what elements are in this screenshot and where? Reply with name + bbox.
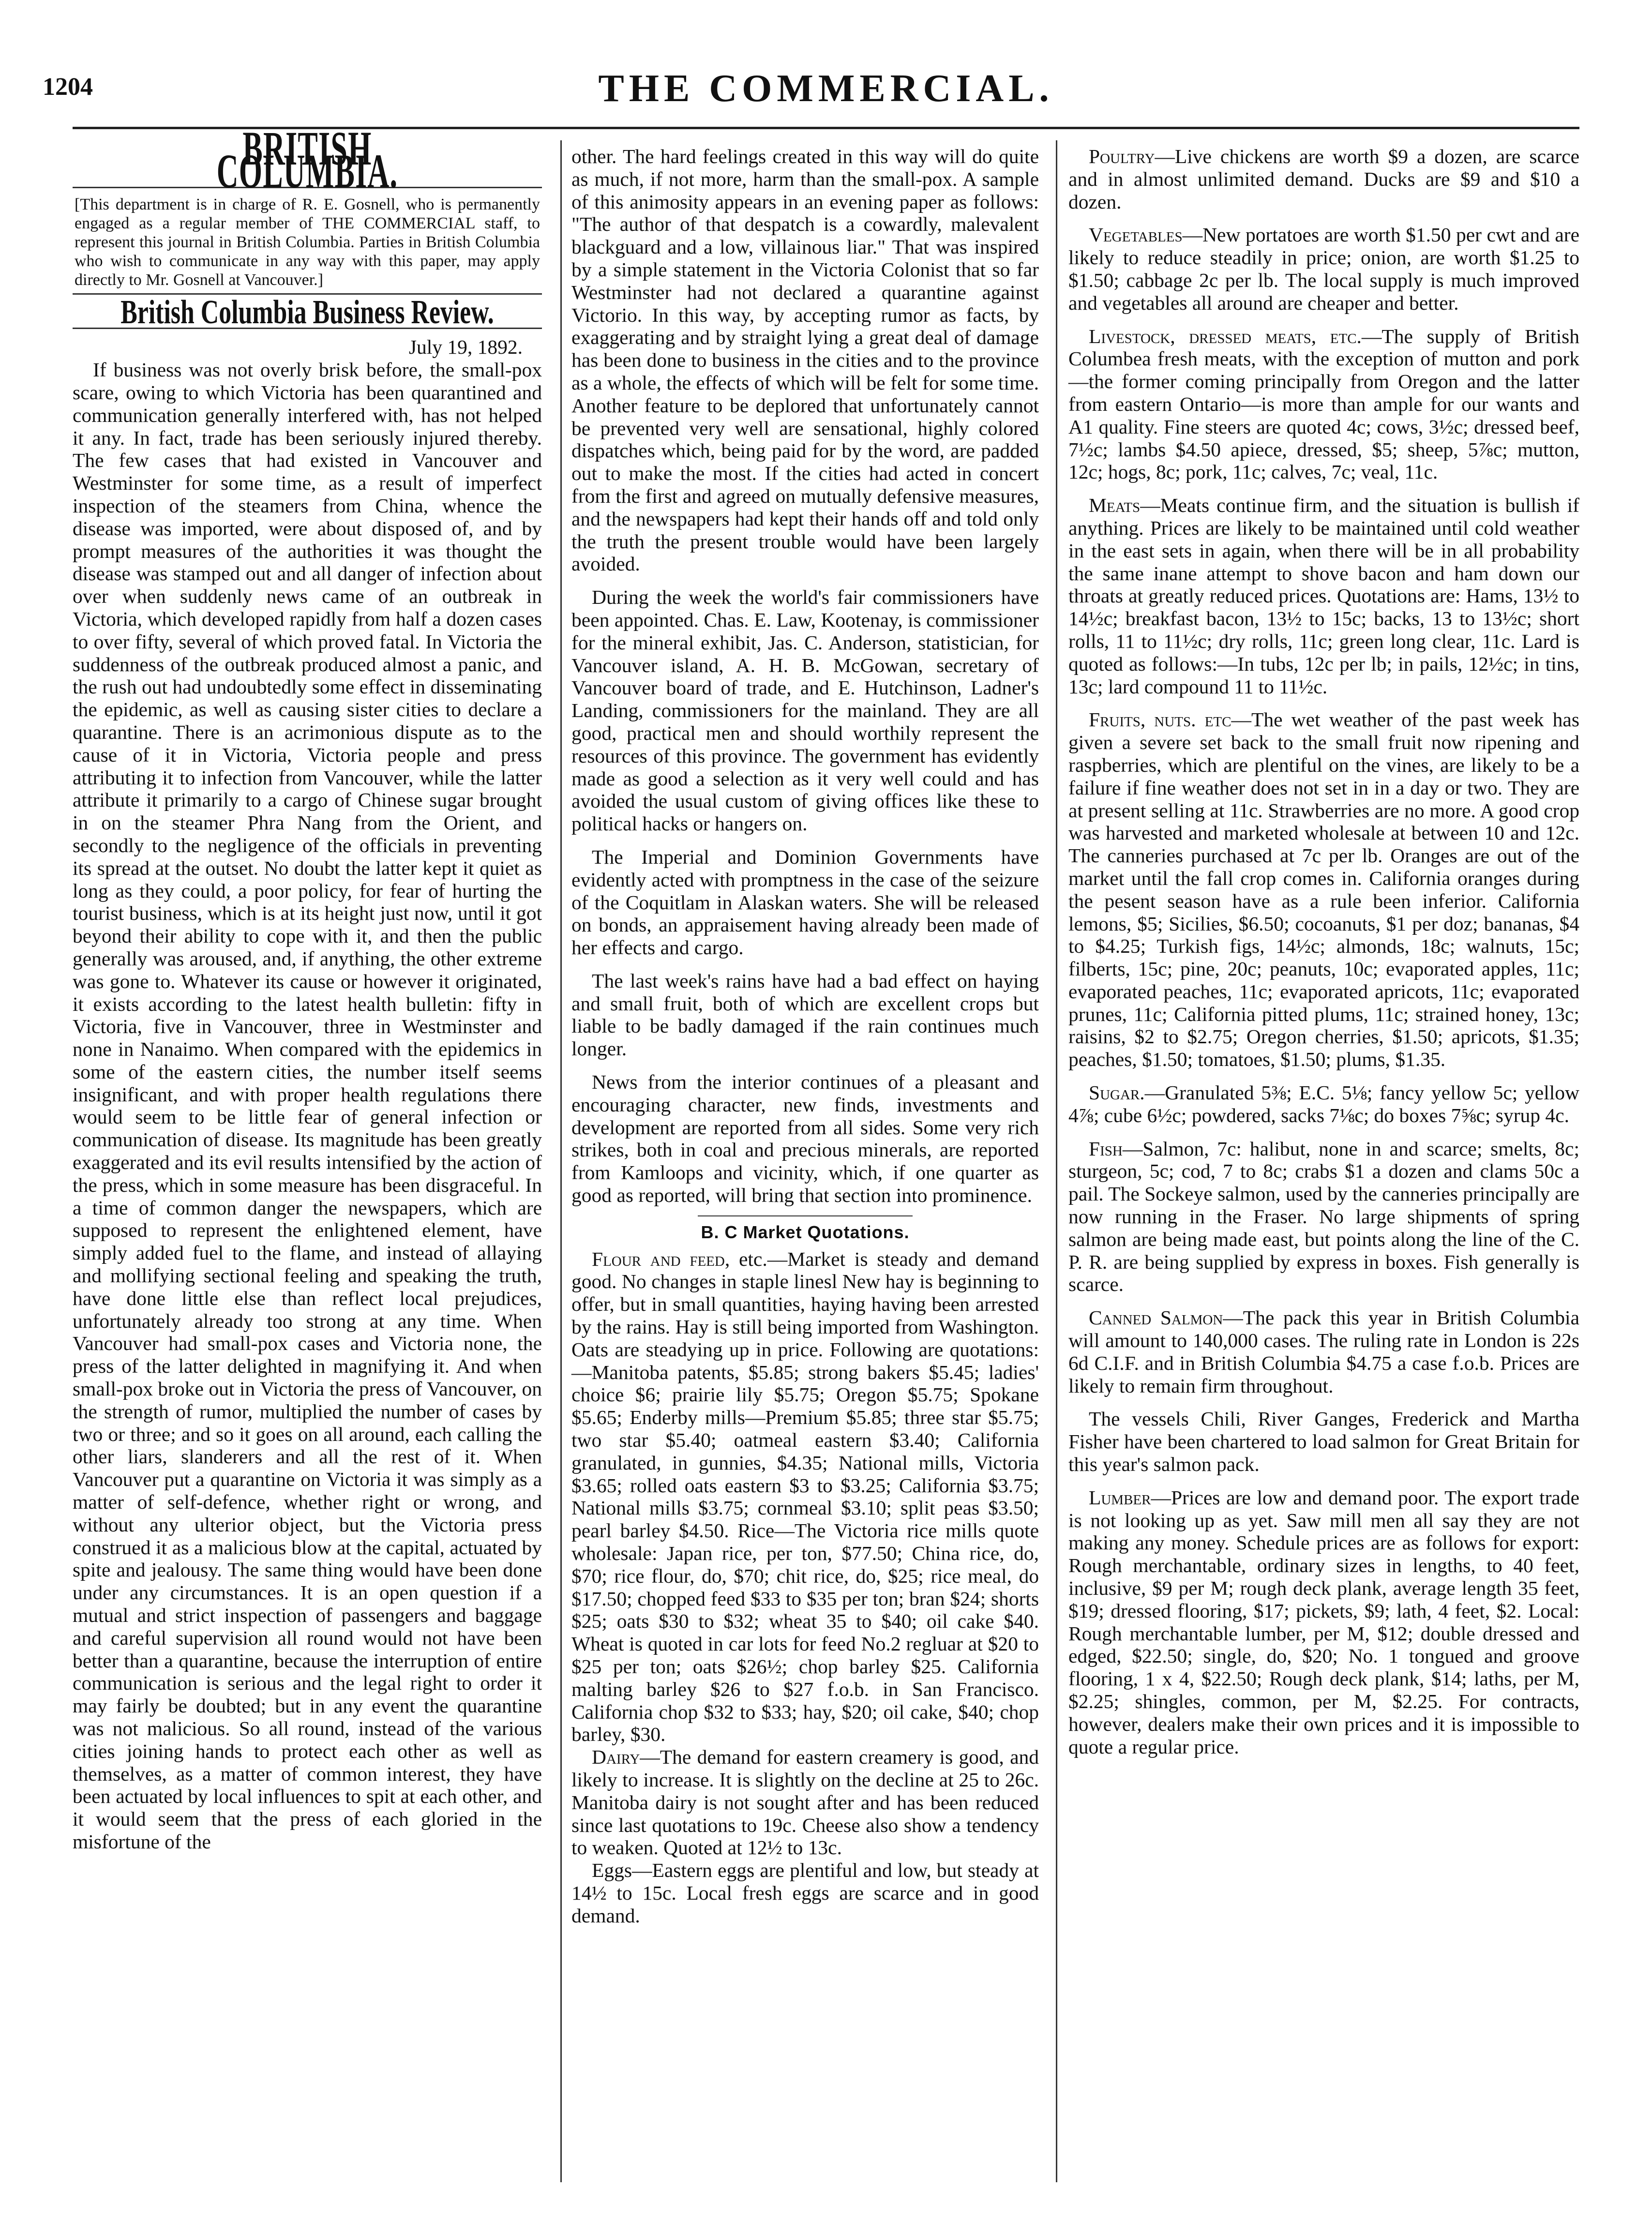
market-paragraph-lumber (1068, 1486, 1579, 1758)
page-number: 1204 (43, 73, 93, 101)
market-text: —The pack this year in British Columbia will amount to 140,000 cases. The ruling rate in London is 22s 6d C.I.F. and in British Columbia $4.75 a case f.o.b. Prices are likely to remain firm throughout. (1068, 1306, 1579, 1397)
market-heading: Vegetables (1089, 224, 1183, 246)
market-paragraph-flour (571, 1248, 1039, 1746)
market-paragraph-vessels: The vessels Chili, River Ganges, Frederick and Martha Fisher have been chartered to load salmon for Great Britain for this year's salmon pack. (1068, 1408, 1579, 1476)
market-paragraph-fish (1068, 1138, 1579, 1296)
market-heading: Canned Salmon (1089, 1306, 1223, 1329)
review-date: July 19, 1892. (408, 336, 523, 359)
market-text: —Granulated 5⅜; E.C. 5⅛; fancy yellow 5c; yellow 4⅞; cube 6½c; powdered, sacks 7⅛c; do boxes 7⅝c; syrup 4c. (1068, 1081, 1579, 1126)
market-text: —The supply of British Columbea fresh meats, with the exception of mutton and pork—the former coming principally from Oregon and the latter from eastern Ontario—is more than ample for our wants and A1 quality. Fine steers are quoted 4c; cows, 3½c; dressed beef, 7½c; lambs $4.50 apiece, dressed, $5; sheep, 5⅞c; mutton, 12c; hogs, 8c; pork, 11c; calves, 7c; veal, 11c. (1068, 325, 1580, 483)
column-two (571, 145, 1039, 1927)
market-paragraph-livestock (1068, 325, 1579, 484)
masthead: THE COMMERCIAL. (598, 67, 1054, 110)
market-heading: Poultry (1089, 145, 1155, 167)
market-paragraph-sugar (1068, 1081, 1579, 1127)
market-text: —Live chickens are worth $9 a dozen, are scarce and in almost unlimited demand. Ducks are $9 and $10 a dozen. (1068, 145, 1579, 213)
market-text: —Prices are low and demand poor. The export trade is not looking up as yet. Saw mill men all say they are not making any money. Schedule prices are as follows for export: Rough merchantable, ordinary sizes in lengths, to 40 feet, inclusive, $9 per M; rough deck plank, average length 35 feet, $19; dressed flooring, $17; pickets, $9; lath, 4 feet, $2. Local: Rough merchantable lumber, per M, $12; double dressed and edged, $22.50; single, do, $20; No. 1 tongued and groove flooring, 1 x 4, $22.50; Rough deck plank, $14; laths, per M, $2.25; shingles, common, per M, $2.25. For contracts, however, dealers make their own prices and it is impossible to quote a regular price. (1068, 1486, 1579, 1758)
market-text: —The wet weather of the past week has given a severe set back to the small fruit now ripening and raspberries, which are plentiful on the vines, are likely to be a failure if fine weather does not set in in a day or two. They are at present selling at 11c. Strawberries are no more. A good crop was harvested and marketed wholesale at between 10 and 12c. The canneries purchased at 7c per lb. Oranges are out of the market until the fall crop comes in. California oranges during the pesent season have as a rule been inferior. California lemons, $5; Sicilies, $6.50; cocoanuts, $1 per doz; bananas, $4 to $4.25; Turkish figs, 14½c; almonds, 18c; walnuts, 15c; filberts, 15c; pine, 20c; peanuts, 10c; evaporated apples, 11c; evaporated peaches, 11c; evaporated apricots, 11c; evaporated prunes, 11c; California pitted plums, 11c; strained honey, 13c; raisins, $2 to $2.75; Oregon cherries, $1.50; apricots, $1.35; peaches, $1.50; tomatoes, $1.50; plums, $1.35. (1068, 708, 1579, 1071)
market-paragraph-fruits (1068, 708, 1579, 1071)
review-title: British Columbia Business Review. (120, 293, 494, 331)
market-quotations-title: B. C Market Quotations. (701, 1222, 910, 1242)
article-paragraph: The last week's rains have had a bad effect on haying and small fruit, both of which are excellent crops but liable to be badly damaged if the rain continues much longer. (571, 969, 1039, 1060)
article-paragraph: During the week the world's fair commissioners have been appointed. Chas. E. Law, Kootenay, is commissioner for the mineral exhibit, Jas. C. Anderson, statistician, for Vancouver island, A. H. B. McGowan, secretary of Vancouver board of trade, and E. Hutchinson, Ladner's Landing, commissioners for the mainland. They are all good, practical men and should worthily represent the resources of this province. The government has evidently made as good a selection as it very well could and has avoided the usual custom of giving offices like these to political hacks or hangers on. (571, 586, 1039, 835)
section-title: BRITISH COLUMBIA. (216, 121, 398, 198)
market-heading: Fish (1089, 1137, 1123, 1160)
article-paragraph: The Imperial and Dominion Governments have evidently acted with promptness in the case of the seizure of the Coquitlam in Alaskan waters. She will be released on bonds, an appraisement having already been made of her effects and cargo. (571, 845, 1039, 959)
market-heading: Sugar. (1089, 1081, 1145, 1104)
market-paragraph-vegetables (1068, 224, 1579, 314)
review-paragraph: If business was not overly brisk before, the small-pox scare, owing to which Victoria has been quarantined and communication generally interfered with, has not helped it any. In fact, trade has been seriously injured thereby. The few cases that had existed in Vancouver and Westminster for some time, as a result of imperfect inspection of the steamers from China, whence the disease was imported, were about disposed of, and by prompt measures of the authorities it was thought the disease was stamped out and all danger of infection about over when suddenly news came of an outbreak in Victoria, which developed rapidly from half a dozen cases to over fifty, several of which proved fatal. In Victoria the suddenness of the outbreak produced almost a panic, and the rush out had undoubtedly some effect in disseminating the epidemic, as well as causing sister cities to declare a quarantine. There is an acrimonious dispute as to the cause of it in Victoria, Victoria people and press attributing it to infection from Vancouver, while the latter attribute it primarily to a cargo of Chinese sugar brought in on the steamer Phra Nang from the Orient, and secondly to the negligence of the officials in preventing its spread at the outset. No doubt the latter kept it quiet as long as they could, a poor policy, for fear of hurting the tourist business, which is at its height just now, until it got beyond their ability to cope with it, and then the public generally was aroused, and, if anything, the other extreme was gone to. Whatever its cause or however it originated, it exists according to the latest health bulletin: fifty in Victoria, five in Vancouver, three in Westminster and none in Nanaimo. When compared with the epidemics in some of the eastern cities, the number itself seems insignificant, and with proper health regulations there would seem to be little fear of general infection or communication of disease. Its magnitude has been greatly exaggerated and its evil results intensified by the action of the press, which in some measure has been disgraceful. In a time of common danger the newspapers, which are supposed to represent the enlightened element, have simply added fuel to the flame, and instead of allaying and mollifying sectional feeling and speaking the truth, have done little else than reflect local prejudices, unfortunately already too strong at any time. When Vancouver had small-pox cases and Victoria none, the press of the latter delighted in magnifying it. And when small-pox broke out in Victoria the press of Vancouver, on the strength of rumor, multiplied the number of cases by two or three; and so it goes on all around, each calling the other liars, slanderers and all the rest of it. When Vancouver put a quarantine on Victoria it was simply as a matter of self-defence, whether right or wrong, and without any ulterior object, but the Victoria press construed it as a malicious blow at the capital, actuated by spite and jealousy. The same thing would have been done under any circumstances. It is an open question if a mutual and strict inspection of passengers and baggage and careful supervision all round would not have been better than a quarantine, because the interruption of entire communication is serious and the legal right to order it may fairly be doubted; but in any event the quarantine was not malicious. So all round, instead of the various cities joining hands to protect each other as well as themselves, as a matter of common interest, they have been actuated by local influences to spit at each other, and it would seem that the press of each gloried in the misfortune of the (73, 359, 542, 1853)
market-text: etc.—Market is steady and demand good. No changes in staple linesl New hay is beginning to offer, but in small quantities, haying having been arrested by the rains. Hay is still being imported from Washington. Oats are steadying up in price. Following are quotations:—Manitoba patents, $5.85; strong bakers $5.45; ladies' choice $6; prairie lily $5.75; Oregon $5.75; Spokane $5.65; Enderby mills—Premium $5.85; three star $5.75; two star $5.40; oatmeal eastern $3.40; California granulated, in gunnies, $4.35; National mills, Victoria $3.65; rolled oats eastern $3 to $3.25; California $3.75; National mills $3.75; cornmeal $3.10; split peas $3.50; pearl barley $4.50. Rice—The Victoria rice mills quote wholesale: Japan rice, per ton, $77.50; China rice, do, $70; rice flour, do, $70; chit rice, do, $25; rice meal, do $17.50; chopped feed $33 to $35 per ton; bran $24; shorts $25; oats $30 to $32; wheat 35 to $40; oil cake $40. Wheat is quoted in car lots for feed No.2 regluar at $20 to $25 per ton; oats $26½; chop barley $25. California malting barley $26 to $27 f.o.b. in San Francisco. California chop $32 to $33; hay, $20; oil cake, $40; chop barley, $30. (571, 1247, 1039, 1746)
article-paragraph: News from the interior continues of a pleasant and encouraging character, new finds, investments and development are reported from all sides. Some very rich strikes, both in coal and precious minerals, are reported from Kamloops and vicinity, which, if one quarter as good as reported, will bring that section into prominence. (571, 1071, 1039, 1207)
market-paragraph-canned-salmon (1068, 1306, 1579, 1397)
market-heading: Meats (1089, 494, 1141, 517)
market-text: —New portatoes are worth $1.50 per cwt and are likely to reduce steadily in price; onion, are worth $1.25 to $1.50; cabbage 2c per lb. The local supply is much improved and vegetables all around are cheaper and better. (1068, 224, 1579, 314)
market-text: —Meats continue firm, and the situation is bullish if anything. Prices are likely to be maintained until cold weather in the east sets in again, when there will be in all probability the same inane attempt to shove bacon and ham down our throats at greatly reduced prices. Quotations are: Hams, 13½ to 14½c; breakfast bacon, 13½ to 15c; backs, 13 to 13½c; short rolls, 11 to 11½c; dry rolls, 11c; green long clear, 11c. Lard is quoted as follows:—In tubs, 12c per lb; in pails, 12½c; in tins, 13c; lard compound 11 to 11½c. (1068, 494, 1579, 698)
department-note: [This department is in charge of R. E. Gosnell, who is permanently engaged as a regular member of THE COMMERCIAL staff, to represent this journal in British Columbia. Parties in British Columbia who wish to communicate in any way with this paper, may apply directly to Mr. Gosnell at Vancouver.] (75, 195, 540, 289)
market-paragraph-eggs: Eggs—Eastern eggs are plentiful and low, but steady at 14½ to 15c. Local fresh eggs are scarce and in good demand. (571, 1859, 1039, 1927)
column-divider (560, 140, 562, 2182)
column-divider (1056, 140, 1057, 2182)
section-rule (698, 1215, 913, 1216)
market-paragraph-poultry (1068, 145, 1579, 213)
column-three (1068, 145, 1579, 1758)
market-text: —Salmon, 7c: halibut, none in and scarce; smelts, 8c; sturgeon, 5c; cod, 7 to 8c; crabs $1 a dozen and clams 50c a pail. The Sockeye salmon, used by the canneries principally are now running in the Fraser. No large shipments of spring salmon are being made east, but points along the line of the C. P. R. are being supplied by express in boxes. Fish generally is scarce. (1068, 1137, 1579, 1296)
market-heading: Flour and feed, (592, 1247, 730, 1270)
column-one (73, 121, 542, 1853)
article-paragraph: other. The hard feelings created in this way will do quite as much, if not more, harm than the small-pox. A sample of this animosity appears in an evening paper as follows: "The author of that despatch is a cowardly, malevalent blackguard and a low, villainous liar." That was inspired by a simple statement in the Victoria Colonist that so far Westminster had not declared a quarantine against Victorio. In this way, by accepting rumor as facts, by exaggerating and by straight lying a great deal of damage has been done to business in the cities and to the province as a whole, the effects of which will be felt for some time. Another feature to be deplored that unfortunately cannot be prevented very well are sensational, highly colored dispatches which, being paid for by the word, are padded out to make the most. If the cities had acted in concert from the first and agreed on mutually defensive measures, and the newspapers had kept their hands off and told only the truth the present trouble would have been largely avoided. (571, 145, 1039, 575)
market-heading: Livestock, dressed meats, etc. (1089, 325, 1362, 347)
market-heading: Dairy (592, 1746, 640, 1769)
market-heading: Fruits, nuts. etc (1089, 708, 1231, 731)
market-paragraph-meats (1068, 494, 1579, 698)
market-paragraph-dairy (571, 1746, 1039, 1859)
market-heading: Lumber (1089, 1486, 1151, 1509)
market-text: —The demand for eastern creamery is good, and likely to increase. It is slightly on the decline at 25 to 26c. Manitoba dairy is not sought after and has been reduced since last quotations to 19c. Cheese also show a tendency to weaken. Quoted at 12½ to 13c. (571, 1746, 1039, 1859)
